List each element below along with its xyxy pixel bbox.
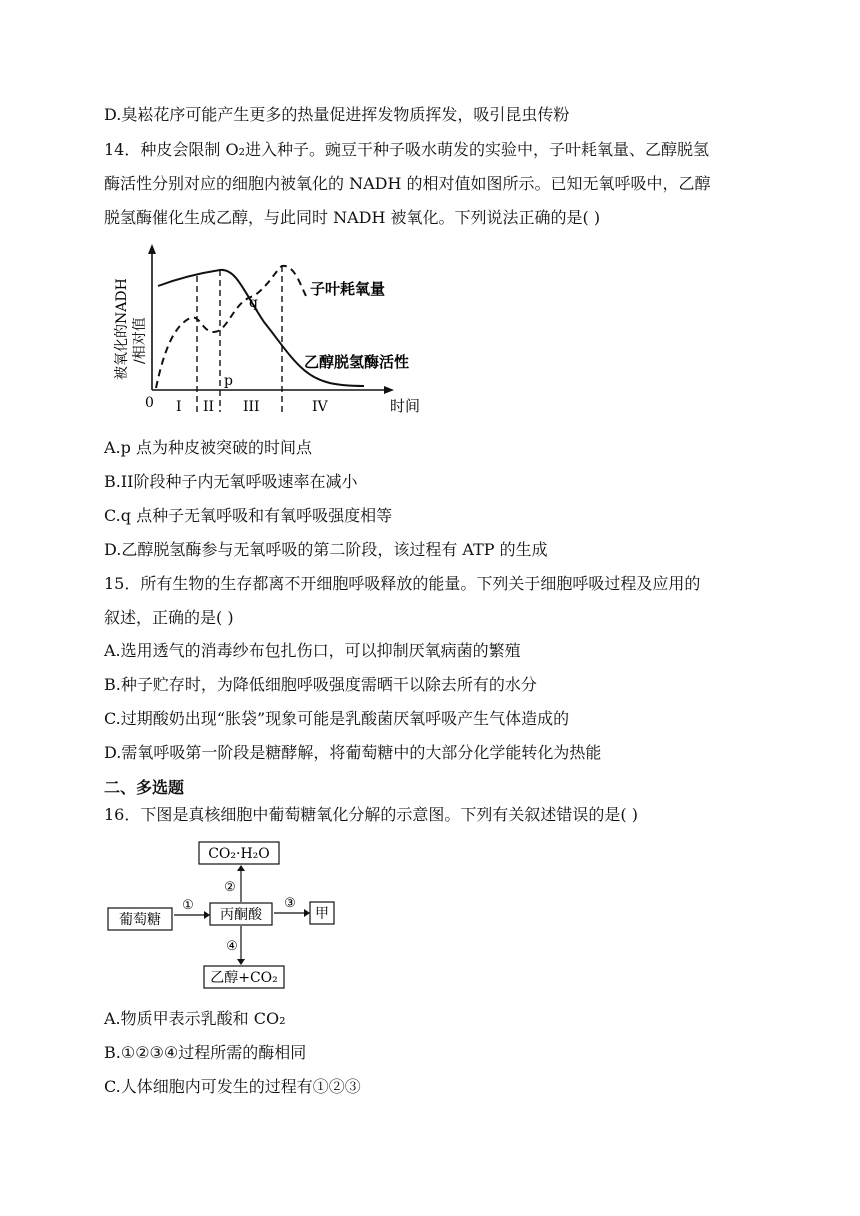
q16-option-b: B.①②③④过程所需的酶相同 (104, 1043, 307, 1062)
q14-option-d: D.乙醇脱氢酶参与无氧呼吸的第二阶段，该过程有 ATP 的生成 (104, 540, 548, 559)
y-axis-arrow (148, 244, 156, 254)
curve-cotyledon-oxygen (156, 266, 306, 388)
box-ethanol-co2-label: 乙醇+CO₂ (210, 970, 278, 986)
q16-diagram (104, 835, 344, 995)
y-axis-label-2: /相对值 (132, 317, 148, 364)
curve-solid-label: 乙醇脱氢酶活性 (304, 353, 410, 371)
stage-label-2: II (203, 399, 215, 415)
origin-label: 0 (145, 395, 154, 411)
box-pyruvate-label: 丙酮酸 (220, 907, 262, 923)
q15-option-a: A.选用透气的消毒纱布包扎伤口，可以抑制厌氧病菌的繁殖 (104, 641, 521, 660)
q15-stem-line2: 叙述，正确的是( ) (104, 608, 234, 627)
box-co2-h2o-label: CO₂·H₂O (208, 846, 270, 862)
step2-label: ② (224, 880, 236, 895)
curve-dashed-label: 子叶耗氧量 (310, 280, 386, 298)
q16-option-a: A.物质甲表示乳酸和 CO₂ (104, 1009, 286, 1028)
q14-stem-line1: 14．种皮会限制 O₂进入种子。豌豆干种子吸水萌发的实验中，子叶耗氧量、乙醇脱氢 (104, 140, 709, 159)
arrow-step1-head (204, 911, 210, 919)
step1-label: ① (182, 898, 194, 913)
q13-option-d: D.臭崧花序可能产生更多的热量促进挥发物质挥发，吸引昆虫传粉 (104, 105, 570, 124)
step3-label: ③ (284, 896, 296, 911)
q14-option-c: C.q 点种子无氧呼吸和有氧呼吸强度相等 (104, 506, 393, 525)
step4-label: ④ (226, 939, 238, 954)
y-axis-label-1: 被氧化的NADH (114, 278, 130, 380)
q14-option-a: A.p 点为种皮被突破的时间点 (104, 438, 312, 457)
q14-figure (104, 240, 434, 420)
box-glucose-label: 葡萄糖 (119, 912, 161, 928)
q14-option-b: B.II阶段种子内无氧呼吸速率在减小 (104, 472, 358, 491)
arrow-step2-head (237, 865, 245, 871)
q15-option-c: C.过期酸奶出现“胀袋”现象可能是乳酸菌厌氧呼吸产生气体造成的 (104, 709, 570, 728)
x-axis-arrow (384, 386, 394, 394)
q15-option-d: D.需氧呼吸第一阶段是糖酵解，将葡萄糖中的大部分化学能转化为热能 (104, 743, 602, 762)
stage-label-4: IV (312, 399, 328, 415)
arrow-step3-head (304, 909, 310, 917)
q16-option-c: C.人体细胞内可发生的过程有①②③ (104, 1077, 361, 1096)
q15-option-b: B.种子贮存时，为降低细胞呼吸强度需晒干以除去所有的水分 (104, 675, 537, 694)
point-q-label: q (249, 295, 258, 311)
q15-stem-line1: 15．所有生物的生存都离不开细胞呼吸释放的能量。下列关于细胞呼吸过程及应用的 (104, 574, 701, 593)
q14-stem-line2: 酶活性分别对应的细胞内被氧化的 NADH 的相对值如图所示。已知无氧呼吸中，乙醇 (104, 174, 711, 193)
q16-stem: 16．下图是真核细胞中葡萄糖氧化分解的示意图。下列有关叙述错误的是( ) (104, 805, 638, 824)
stage-label-3: III (243, 399, 260, 415)
arrow-step4-head (237, 959, 245, 965)
x-axis-label: 时间 (390, 397, 421, 415)
point-p-label: p (224, 373, 233, 389)
q14-stem-line3: 脱氢酶催化生成乙醇，与此同时 NADH 被氧化。下列说法正确的是( ) (104, 208, 601, 227)
section-title-multi-choice: 二、多选题 (104, 778, 185, 797)
box-substance-jia-label: 甲 (315, 906, 329, 922)
stage-label-1: I (176, 399, 182, 415)
